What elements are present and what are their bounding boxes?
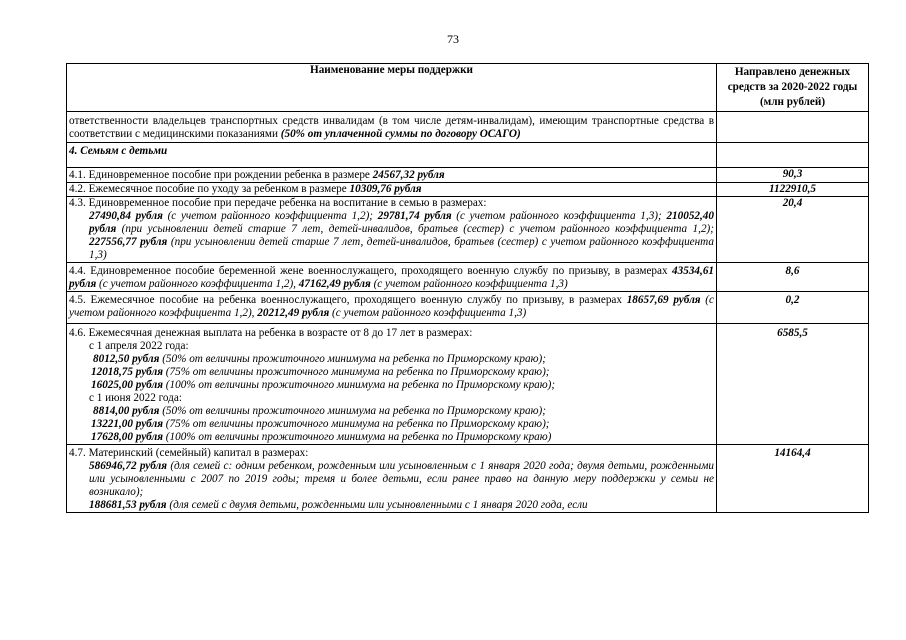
measure-4-1 <box>67 168 717 183</box>
measure-4-3-note-1: (с учетом районного коэффициента 1,2); <box>162 210 378 222</box>
measure-4-6-line-6 <box>69 431 714 444</box>
measure-4-6-date-2: с 1 июня 2022 года: <box>89 392 182 404</box>
measure-4-4-note-2: (с учетом районного коэффициента 1,3) <box>370 278 568 290</box>
measure-4-6-sum-5: 13221,00 рубля <box>91 418 163 430</box>
table-row-4-7 <box>67 445 869 513</box>
measure-4-3-sum-4: 227556,77 рубля <box>89 236 168 248</box>
continuation-text: ответственности владельцев транспортных средств инвалидам (в том числе детям-инвалидам), имеющим транспортные средства в соответствии с медицинскими показаниями <box>69 115 714 140</box>
measure-4-7-text: 4.7. Материнский (семейный) капитал в размерах: <box>69 447 309 459</box>
support-measures-table <box>66 63 869 513</box>
measure-4-3 <box>67 197 717 263</box>
measure-4-4-note-1: (с учетом районного коэффициента 1,2), <box>96 278 299 290</box>
measure-4-3-amounts <box>69 210 714 262</box>
measure-4-5-sum-2: 20212,49 рубля <box>257 307 330 319</box>
continuation-note: (50% от уплаченной суммы по договору ОСАГО) <box>280 128 521 140</box>
table-row-continuation <box>67 112 869 143</box>
table-row-4-1 <box>67 168 869 183</box>
measure-4-7 <box>67 445 717 513</box>
amount-4-6: 6585,5 <box>717 324 869 445</box>
measure-4-6 <box>67 324 717 445</box>
measure-4-2 <box>67 183 717 197</box>
measure-4-6-note-4: (50% от величины прожиточного минимума на ребенка по Приморскому краю); <box>159 405 546 417</box>
amount-4-4: 8,6 <box>717 263 869 292</box>
measure-4-6-line-2 <box>69 366 714 379</box>
measure-4-6-note-5: (75% от величины прожиточного минимума на ребенка по Приморскому краю); <box>162 418 550 430</box>
measure-4-2-sum: 10309,76 рубля <box>349 183 422 195</box>
header-funds-directed: Направлено денежных средств за 2020-2022 годы (млн рублей) <box>717 64 869 112</box>
page-number: 73 <box>447 32 459 46</box>
measure-4-1-sum: 24567,32 рубля <box>372 169 445 181</box>
measure-4-3-sum-1: 27490,84 рубля <box>89 210 163 222</box>
measure-4-6-date-1: с 1 апреля 2022 года: <box>89 340 189 352</box>
measure-4-3-note-3: (при усыновлении детей старше 7 лет, детей-инвалидов, братьев (сестер) с учетом районного коэффициента 1,2); <box>116 223 714 235</box>
measure-4-6-note-2: (75% от величины прожиточного минимума на ребенка по Приморскому краю); <box>162 366 550 378</box>
measure-4-5-note-2: (с учетом районного коэффициента 1,3) <box>329 307 527 319</box>
header-measure-name: Наименование меры поддержки <box>67 64 717 112</box>
section-amount <box>717 143 869 168</box>
continuation-amount <box>717 112 869 143</box>
measure-4-3-text: 4.3. Единовременное пособие при передаче ребенка на воспитание в семью в размерах: <box>69 197 487 209</box>
measure-4-3-sum-2: 29781,74 рубля <box>377 210 452 222</box>
amount-4-3: 20,4 <box>717 197 869 263</box>
measure-4-6-note-1: (50% от величины прожиточного минимума на ребенка по Приморскому краю); <box>159 353 546 365</box>
amount-4-1: 90,3 <box>717 168 869 183</box>
measure-4-5 <box>67 292 717 324</box>
measure-4-3-note-4: (при усыновлении детей старше 7 лет, детей-инвалидов, братьев (сестер) с учетом районного коэффициента 1,3) <box>89 236 714 261</box>
measure-4-5-sum-1: 18657,69 рубля <box>626 294 701 306</box>
measure-4-6-text: 4.6. Ежемесячная денежная выплата на ребенка в возрасте от 8 до 17 лет в размерах: <box>69 327 473 339</box>
measure-4-5-text: 4.5. Ежемесячное пособие на ребенка военнослужащего, проходящего военную службу по призыву, в размерах <box>69 294 627 306</box>
table-row-4-5 <box>67 292 869 324</box>
measure-4-6-line-5 <box>69 418 714 431</box>
measure-4-6-line-3 <box>69 379 714 392</box>
measure-4-7-sum-1: 586946,72 рубля <box>89 460 168 472</box>
amount-4-2: 1122910,5 <box>717 183 869 197</box>
measure-4-6-sum-1: 8012,50 рубля <box>93 353 160 365</box>
measure-4-4-sum-1: 43534,61 рубля <box>69 265 714 290</box>
measure-4-6-line-4 <box>69 405 714 418</box>
measure-4-6-sum-4: 8814,00 рубля <box>93 405 160 417</box>
measure-4-7-note-2: (для семей с двумя детьми, рожденными или усыновленными с 1 января 2020 года, если <box>166 499 588 511</box>
measure-4-6-sum-2: 12018,75 рубля <box>91 366 163 378</box>
section-row <box>67 143 869 168</box>
measure-4-7-para-1 <box>69 460 714 499</box>
measure-4-6-sum-3: 16025,00 рубля <box>91 379 163 391</box>
table-row-4-6 <box>67 324 869 445</box>
measure-4-5-note-1: (с учетом районного коэффициента 1,2), <box>69 294 714 319</box>
measure-4-4 <box>67 263 717 292</box>
measure-4-7-para-2 <box>69 499 714 512</box>
measure-4-6-line-1 <box>69 353 714 366</box>
measure-4-2-text: 4.2. Ежемесячное пособие по уходу за ребенком в размере <box>69 183 350 195</box>
table-row-4-4 <box>67 263 869 292</box>
measure-4-7-sum-2: 188681,53 рубля <box>89 499 167 511</box>
measure-4-6-note-3: (100% от величины прожиточного минимума на ребенка по Приморскому краю); <box>162 379 556 391</box>
measure-4-4-text: 4.4. Единовременное пособие беременной жене военнослужащего, проходящего военную службу по призыву, в размерах <box>69 265 673 277</box>
measure-4-7-note-1: (для семей с: одним ребенком, рожденным или усыновленным с 1 января 2020 года; двумя детьми, рожденными или усыновленными с 2007 по 2019 годы; тремя и более детьми, если ранее право на данную меру поддержки у семьи не возникало); <box>89 460 714 498</box>
amount-4-7: 14164,4 <box>717 445 869 513</box>
measure-4-6-note-6: (100% от величины прожиточного минимума на ребенка по Приморскому краю) <box>162 431 552 443</box>
measure-4-4-sum-2: 47162,49 рубля <box>298 278 371 290</box>
continuation-cell <box>67 112 717 143</box>
table-row-4-3 <box>67 197 869 263</box>
section-title: 4. Семьям с детьми <box>67 143 717 168</box>
measure-4-3-note-2: (с учетом районного коэффициента 1,3); <box>451 210 667 222</box>
measure-4-3-sum-3: 210052,40 рубля <box>89 210 714 235</box>
table-row-4-2 <box>67 183 869 197</box>
measure-4-6-sum-6: 17628,00 рубля <box>91 431 163 443</box>
amount-4-5: 0,2 <box>717 292 869 324</box>
table-header-row <box>67 64 869 112</box>
measure-4-1-text: 4.1. Единовременное пособие при рождении ребенка в размере <box>69 169 373 181</box>
